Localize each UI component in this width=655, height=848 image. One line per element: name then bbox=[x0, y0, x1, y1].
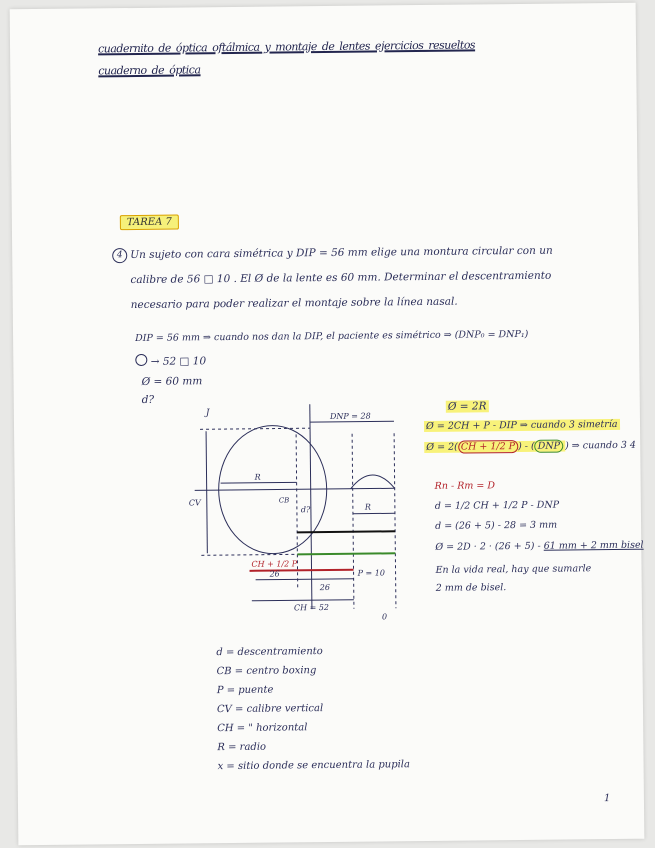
svg-text:26: 26 bbox=[269, 569, 280, 579]
black-arrow-1 bbox=[297, 531, 395, 532]
green-arrow bbox=[297, 553, 395, 554]
formula-diameter-result: Ø = 2D · 2 · (26 + 5) - 61 mm + 2 mm bisel bbox=[435, 539, 644, 553]
svg-text:R: R bbox=[364, 502, 371, 512]
dnp-arrow bbox=[310, 421, 394, 422]
given-diameter: Ø = 60 mm bbox=[141, 375, 203, 388]
svg-text:R: R bbox=[254, 472, 261, 482]
lens-diagram bbox=[184, 403, 426, 626]
problem-statement-line-3: necesario para poder realizar el montaje sobre la línea nasal. bbox=[130, 295, 458, 312]
task-label: TAREA 7 bbox=[120, 215, 179, 231]
formula-symmetric: Ø = 2CH + P - DIP ⇒ cuando 3 simetría bbox=[425, 418, 618, 432]
glossary-item: P = puente bbox=[216, 684, 274, 697]
problem-number: 4 bbox=[112, 248, 127, 263]
ch-arrow bbox=[252, 600, 354, 601]
page-header-line-1: cuadernito_de_óptica_oftálmica_y_montaje_de_lentes_ejercicios_resueltos bbox=[97, 38, 476, 56]
given-unknown: d? bbox=[141, 393, 155, 406]
svg-text:0: 0 bbox=[381, 612, 388, 622]
glossary-item: CV = calibre vertical bbox=[216, 703, 324, 716]
bisel-note-line-2: 2 mm de bisel. bbox=[435, 582, 507, 594]
svg-text:CH + 1/2 P: CH + 1/2 P bbox=[251, 559, 298, 569]
given-calibre: → 52 □ 10 bbox=[135, 353, 206, 368]
problem-statement-line-1: Un sujeto con cara simétrica y DIP = 56 mm elige una montura circular con un bbox=[130, 244, 553, 262]
svg-text:P = 10: P = 10 bbox=[357, 568, 385, 578]
svg-text:CB: CB bbox=[278, 496, 290, 505]
svg-text:DNP = 28: DNP = 28 bbox=[329, 411, 371, 421]
radius-arrow bbox=[221, 482, 297, 483]
diagram-label-j: J bbox=[205, 408, 210, 419]
svg-text:CH = 52: CH = 52 bbox=[293, 602, 330, 613]
glossary-item: d = descentramiento bbox=[216, 646, 323, 659]
page-number: 1 bbox=[603, 793, 611, 805]
glossary-item: x = sitio donde se encuentra la pupila bbox=[217, 759, 410, 773]
page-header-line-2: cuaderno_de_óptica bbox=[98, 63, 201, 78]
svg-text:d?: d? bbox=[300, 505, 311, 515]
circle-icon bbox=[135, 354, 147, 366]
notebook-page bbox=[10, 3, 645, 846]
red-arrow bbox=[250, 570, 354, 571]
glossary-item: CB = centro boxing bbox=[216, 665, 317, 678]
formula-d: d = 1/2 CH + 1/2 P - DNP bbox=[434, 499, 560, 512]
formula-d-result: d = (26 + 5) - 28 = 3 mm bbox=[435, 519, 558, 532]
cv-arrow bbox=[206, 431, 207, 553]
formula-diameter: Ø = 2R bbox=[447, 400, 487, 413]
glossary-item: CH = " horizontal bbox=[217, 722, 308, 735]
problem-statement-line-2: calibre de 56 □ 10 . El Ø de la lente es 60 mm. Determinar el descentramiento bbox=[130, 269, 552, 287]
bisel-note-line-1: En la vida real, hay que sumarle bbox=[435, 563, 592, 576]
svg-text:26: 26 bbox=[319, 582, 330, 593]
horizontal-axis bbox=[195, 488, 395, 490]
second-lens-arc bbox=[351, 475, 395, 489]
formula-asymmetric: Ø = 2( CH + 1/2 P ) - ( DNP ) ⇒ cuando 3 4 bbox=[426, 439, 636, 453]
given-dip: DIP = 56 mm ⇒ cuando nos dan la DIP, el paciente es simétrico ⇒ (DNP₀ = DNP₁) bbox=[135, 328, 529, 345]
glossary-item: R = radio bbox=[217, 741, 267, 754]
formula-d-relation: Rn - Rm = D bbox=[434, 480, 496, 492]
svg-text:CV: CV bbox=[188, 498, 201, 508]
